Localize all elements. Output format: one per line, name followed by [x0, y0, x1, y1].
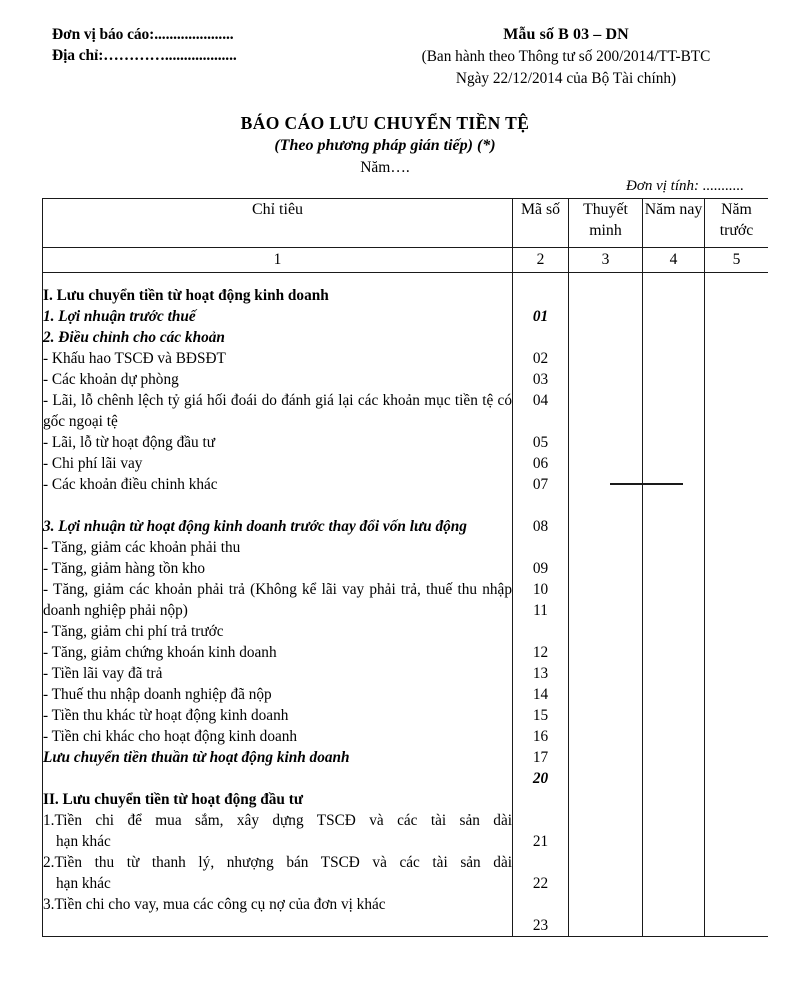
- form-reference-block: [360, 24, 772, 90]
- col-header-current-year: Năm nay: [643, 199, 705, 248]
- col-header-previous-year: Năm trước: [705, 199, 769, 248]
- cash-flow-table-wrapper: [42, 198, 768, 985]
- code-filler: [513, 789, 568, 810]
- indicator-line: I. Lưu chuyển tiền từ hoạt động kinh doanh: [43, 287, 329, 304]
- address-line: Địa chỉ:…………...................: [52, 47, 237, 64]
- code-value: 17: [532, 749, 549, 766]
- code-value: 08: [532, 518, 549, 535]
- code-filler: [513, 537, 568, 558]
- code-value: 11: [533, 602, 548, 619]
- code-filler: [513, 327, 568, 348]
- code-value: 20: [532, 770, 549, 787]
- col-header-indicator: Chỉ tiêu: [43, 199, 513, 248]
- code-value: 06: [532, 455, 549, 472]
- indicator-line: Lưu chuyển tiền thuần từ hoạt động kinh doanh: [43, 749, 350, 766]
- code-filler: [513, 411, 568, 432]
- header-row: [43, 199, 769, 248]
- note-cell[interactable]: [569, 273, 643, 937]
- indicator-line: - Các khoản điều chinh khác: [43, 476, 218, 493]
- code-value: 07: [532, 476, 549, 493]
- document-header: [0, 24, 790, 94]
- reporter-block: [52, 24, 237, 66]
- code-value: 12: [532, 644, 549, 661]
- indicator-line: - Các khoản dự phòng: [43, 371, 179, 388]
- indicator-line: II. Lưu chuyển tiền từ hoạt động đầu tư: [43, 791, 304, 808]
- reporting-unit-line: Đơn vị báo cáo:.....................: [52, 26, 234, 43]
- indicator-line: - Tăng, giảm các khoản phải trả (Không kể lãi vay phải trả, thuế thu nhập doanh nghiệp phải nộp): [43, 581, 512, 619]
- table-body-row: [43, 273, 769, 937]
- col-number-4: 4: [643, 248, 705, 273]
- code-value: 02: [532, 350, 549, 367]
- indicator-line: - Lãi, lỗ chênh lệch tỷ giá hối đoái do đánh giá lại các khoản mục tiền tệ có gốc ngoại tệ: [43, 392, 512, 430]
- indicator-line: - Tăng, giảm hàng tồn kho: [43, 560, 206, 577]
- code-value: 10: [532, 581, 549, 598]
- col-header-code: Mã số: [513, 199, 569, 248]
- title-block: [0, 112, 790, 179]
- code-value: 15: [532, 707, 549, 724]
- code-cell: [513, 273, 569, 937]
- form-issue-line-1: (Ban hành theo Thông tư số 200/2014/TT-BTC: [421, 48, 711, 65]
- row-spacer: [43, 495, 512, 516]
- year-field: Năm….: [360, 159, 410, 176]
- indicator-line: - Chi phí lãi vay: [43, 455, 143, 472]
- indicator-line: 1.Tiền chi để mua sắm, xây dựng TSCĐ và các tài sản dài: [43, 812, 512, 829]
- indicator-cell: [43, 273, 513, 937]
- indicator-line: hạn khác: [56, 833, 111, 850]
- indicator-line: - Khấu hao TSCĐ và BĐSĐT: [43, 350, 226, 367]
- code-filler: [513, 621, 568, 642]
- code-value: 16: [532, 728, 549, 745]
- code-value: 05: [532, 434, 549, 451]
- cash-flow-table: [42, 198, 768, 937]
- code-value: 01: [532, 308, 549, 325]
- indicator-line: - Tiền lãi vay đã trả: [43, 665, 163, 682]
- code-filler: [513, 810, 568, 831]
- indicator-line: - Tăng, giảm chi phí trả trước: [43, 623, 224, 640]
- indicator-line: - Tiền chi khác cho hoạt động kinh doanh: [43, 728, 298, 745]
- code-value: 14: [532, 686, 549, 703]
- col-header-note: Thuyết minh: [569, 199, 643, 248]
- code-filler: [513, 852, 568, 873]
- indicator-line: 2.Tiền thu từ thanh lý, nhượng bán TSCĐ và các tài sản dài: [43, 854, 512, 871]
- form-issue-line-2: Ngày 22/12/2014 của Bộ Tài chính): [455, 70, 677, 87]
- col-number-1: 1: [43, 248, 513, 273]
- note-column-rule: [610, 483, 683, 485]
- code-filler: [513, 495, 568, 516]
- current-year-cell[interactable]: [643, 273, 705, 937]
- col-number-3: 3: [569, 248, 643, 273]
- code-filler: [513, 894, 568, 915]
- row-spacer: [43, 768, 512, 789]
- code-filler: [513, 285, 568, 306]
- code-value: 03: [532, 371, 549, 388]
- code-value: 13: [532, 665, 549, 682]
- indicator-line: 2. Điều chỉnh cho các khoản: [43, 329, 225, 346]
- currency-unit-label: Đơn vị tính: ...........: [626, 178, 744, 194]
- indicator-line: - Tăng, giảm các khoản phải thu: [43, 539, 241, 556]
- code-value: 09: [532, 560, 549, 577]
- previous-year-cell[interactable]: [705, 273, 769, 937]
- page-title: BÁO CÁO LƯU CHUYỂN TIỀN TỆ: [240, 113, 530, 133]
- indicator-line: - Thuế thu nhập doanh nghiệp đã nộp: [43, 686, 272, 703]
- code-value: 22: [532, 875, 549, 892]
- col-number-5: 5: [705, 248, 769, 273]
- table-body: [43, 273, 769, 937]
- indicator-line: 3. Lợi nhuận từ hoạt động kinh doanh trước thay đổi vốn lưu động: [43, 518, 467, 535]
- indicator-line: 1. Lợi nhuận trước thuế: [43, 308, 196, 325]
- col-number-2: 2: [513, 248, 569, 273]
- indicator-line: - Lãi, lỗ từ hoạt động đầu tư: [43, 434, 216, 451]
- code-value: 04: [532, 392, 549, 409]
- column-number-row: [43, 248, 769, 273]
- indicator-line: - Tăng, giảm chứng khoán kinh doanh: [43, 644, 277, 661]
- table-head: [43, 199, 769, 273]
- code-value: 23: [532, 917, 549, 934]
- form-code: Mẫu số B 03 – DN: [503, 26, 629, 43]
- page-subtitle: (Theo phương pháp gián tiếp) (*): [274, 137, 496, 154]
- indicator-line: - Tiền thu khác từ hoạt động kinh doanh: [43, 707, 289, 724]
- code-value: 21: [532, 833, 549, 850]
- indicator-line: hạn khác: [56, 875, 111, 892]
- indicator-line: 3.Tiền chi cho vay, mua các công cụ nợ của đơn vị khác: [43, 896, 386, 913]
